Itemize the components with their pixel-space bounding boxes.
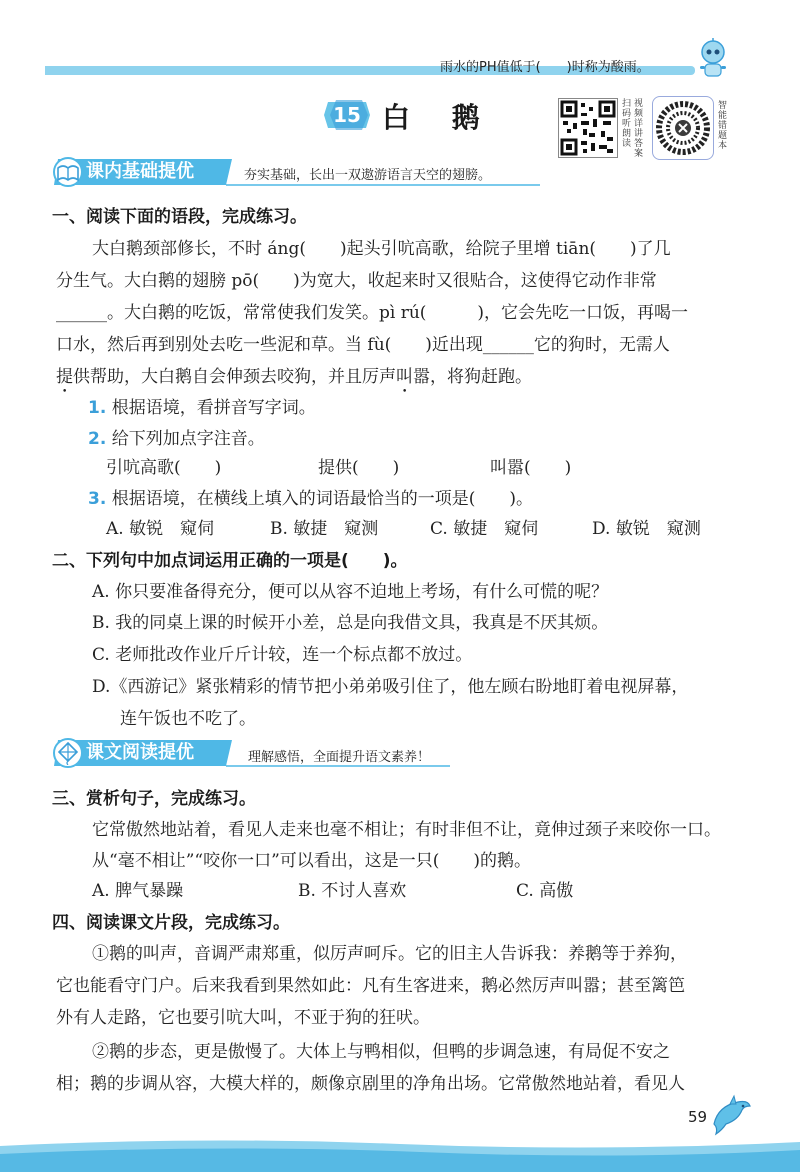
- option-d: D. 敏锐 窥测: [592, 519, 701, 539]
- excerpt-line: 它也能看守门户。后来我看到果然如此：凡有生客进来，鹅必然厉声叫嚣；甚至篱笆: [56, 976, 685, 996]
- section-title-basic: 课内基础提优: [86, 161, 194, 182]
- header-tip: 雨水的PH值低于( )时称为酸雨。: [440, 60, 650, 75]
- sub-question-number: 1.: [88, 398, 107, 418]
- section-subtitle-reading: 理解感悟，全面提升语文素养！: [248, 750, 431, 765]
- question-4-heading: 四、阅读课文片段，完成练习。: [52, 913, 290, 933]
- sub-question-1: [88, 393, 316, 418]
- passage-fragment: 供帮助，大白鹅自会伸颈去咬狗，并且厉声: [73, 367, 396, 387]
- passage-line: 大白鹅颈部修长，不时 áng( )起头引吭高歌，给院子里增 tiān( )了几: [92, 239, 671, 259]
- question-1-heading: 一、阅读下面的语段，完成练习。: [52, 207, 307, 227]
- qr-caption-video: 视频详讲答案: [632, 98, 642, 158]
- option-b: B. 不讨人喜欢: [298, 881, 407, 901]
- passage-line: [56, 362, 532, 397]
- robot-mascot-icon: [696, 38, 730, 82]
- option-d-continued: 连午饭也不吃了。: [120, 709, 256, 729]
- qr-code-reading[interactable]: [558, 98, 618, 158]
- footer-wave: [0, 1130, 800, 1172]
- excerpt-line: 外有人走路，它也要引吭大叫，不亚于狗的狂吠。: [56, 1008, 430, 1028]
- passage-fragment: 嚣，将狗赶跑。: [413, 367, 532, 387]
- option-a: A. 敏锐 窥伺: [106, 519, 215, 539]
- excerpt-line: 相；鹅的步调从容，大模大样的，颇像京剧里的净角出场。它常傲然地站着，看见人: [56, 1074, 685, 1094]
- passage-line: 分生气。大白鹅的翅膀 pō( )为宽大，收起来时又很贴合，这使得它动作非常: [56, 271, 657, 291]
- qr-caption-listen: 扫码听朗读: [620, 98, 630, 148]
- sub-question-text: 根据语境，看拼音写字词。: [111, 398, 316, 418]
- excerpt-line: ②鹅的步态，更是傲慢了。大体上与鸭相似，但鸭的步调急速，有局促不安之: [92, 1042, 670, 1062]
- annotation-item: 提供( ): [318, 458, 400, 478]
- question-2-heading: 二、下列句中加点词运用正确的一项是( )。: [52, 551, 408, 571]
- sub-question-text: 给下列加点字注音。: [111, 429, 265, 449]
- qr-code-error-book[interactable]: [652, 96, 714, 160]
- section-subtitle-basic: 夯实基础，长出一双遨游语言天空的翅膀。: [244, 168, 492, 183]
- annotation-item: 引吭高歌( ): [106, 458, 222, 478]
- passage-line: 口水，然后再到别处去吃一些泥和草。当 fù( )近出现______它的狗时，无需人: [56, 335, 670, 355]
- option-c: C. 高傲: [516, 881, 574, 901]
- option-b: B. 我的同桌上课的时候开小差，总是向我借文具，我真是不厌其烦。: [92, 613, 609, 633]
- dotted-char: 叫: [396, 367, 413, 387]
- sub-question-number: 3.: [88, 489, 107, 509]
- sub-question-number: 2.: [88, 429, 107, 449]
- lesson-title: 白 鹅: [382, 101, 496, 134]
- sub-question-3: [88, 484, 533, 509]
- annotation-item: 叫嚣( ): [490, 458, 572, 478]
- kite-icon: [56, 741, 80, 765]
- option-c: C. 敏捷 窥伺: [430, 519, 539, 539]
- option-a: A. 脾气暴躁: [92, 881, 184, 901]
- page-number: 59: [688, 1108, 708, 1126]
- question-3-heading: 三、赏析句子，完成练习。: [52, 789, 256, 809]
- lesson-number: 15: [333, 103, 361, 127]
- option-d: D.《西游记》紧张精彩的情节把小弟弟吸引住了，他左顾右盼地盯着电视屏幕，: [92, 677, 689, 697]
- section-title-reading: 课文阅读提优: [86, 742, 194, 763]
- excerpt-line: ①鹅的叫声，音调严肃郑重，似厉声呵斥。它的旧主人告诉我：养鹅等于养狗，: [92, 944, 687, 964]
- sub-question-2: [88, 424, 265, 449]
- open-book-icon: [56, 160, 80, 184]
- option-b: B. 敏捷 窥测: [270, 519, 379, 539]
- dotted-char: 提: [56, 367, 73, 387]
- quote-line: 从“毫不相让”“咬你一口”可以看出，这是一只( )的鹅。: [92, 851, 532, 871]
- option-a: A. 你只要准备得充分，便可以从容不迫地上考场，有什么可慌的呢？: [92, 582, 609, 602]
- qr-caption-error-book: 智能错题本: [716, 100, 726, 150]
- option-c: C. 老师批改作业斤斤计较，连一个标点都不放过。: [92, 645, 473, 665]
- quote-line: 它常傲然地站着，看见人走来也毫不相让；有时非但不让，竟伸过颈子来咬你一口。: [92, 820, 721, 840]
- passage-line: ______。大白鹅的吃饭，常常使我们发笑。pì rú( )，它会先吃一口饭，再喝一: [56, 303, 689, 323]
- sub-question-text: 根据语境，在横线上填入的词语最恰当的一项是( )。: [111, 489, 533, 509]
